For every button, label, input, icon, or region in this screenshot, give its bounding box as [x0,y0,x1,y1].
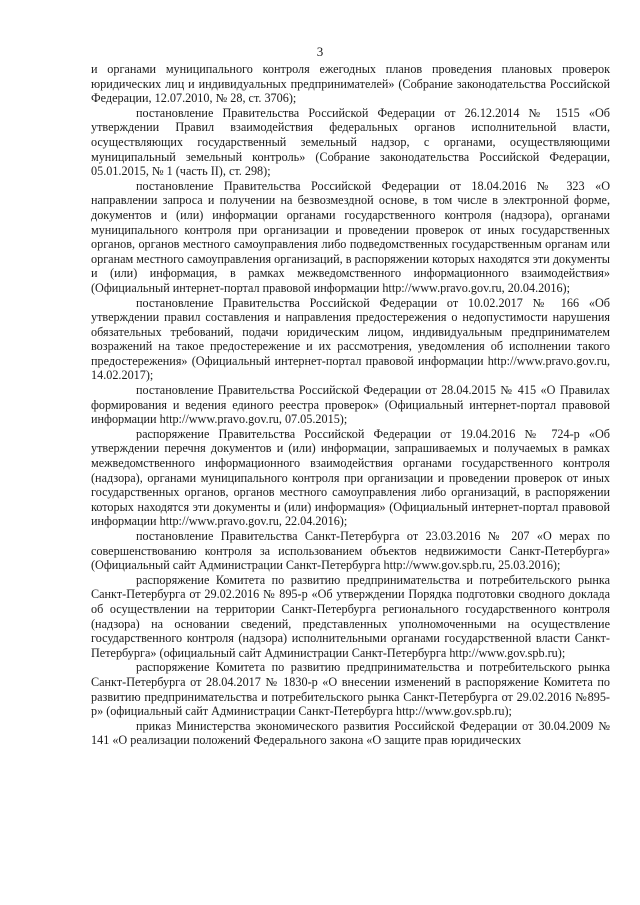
paragraph-order-1830: распоряжение Комитета по развитию предпринимательства и потребительского рынка Санкт-Петербурга от 28.04.2017 № 1830-р «О внесении изменений в распоряжение Комитета по развитию предпринимательства и потребительского рынка Санкт-Петербурга от 29.02.2016 №895-р» (официальный сайт Администрации Санкт-Петербурга http://www.gov.spb.ru); [91,660,610,719]
document-body [91,62,610,748]
paragraph-order-141: приказ Министерства экономического развития Российской Федерации от 30.04.2009 № 141 «О реализации положений Федерального закона «О защите прав юридических [91,718,610,748]
paragraph-decree-323: постановление Правительства Российской Федерации от 18.04.2016 № 323 «О направлении запроса и получении на безвозмездной основе, в том числе в электронной форме, документов и (или) информации органами государственного контроля (надзора), органами муниципального контроля при организации и проведении проверок от иных государственных органов, органов местного самоуправления либо подведомственных государственным органам или органам местного самоуправления организаций, в распоряжении которых находятся эти документы и (или) информация, в рамках межведомственного информационного взаимодействия» (Официальный интернет-портал правовой информации http://www.pravo.gov.ru, 20.04.2016); [91,178,610,295]
paragraph-continuation: и органами муниципального контроля ежегодных планов проведения плановых проверок юридических лиц и индивидуальных предпринимателей» (Собрание законодательства Российской Федерации, 12.07.2010, № 28, ст. 3706); [91,62,610,106]
paragraph-order-895: распоряжение Комитета по развитию предпринимательства и потребительского рынка Санкт-Петербурга от 29.02.2016 № 895-р «Об утверждении Порядка подготовки сводного доклада об осуществлении на территории Санкт-Петербурга регионального государственного контроля (надзора) на основании сведений, представленных уполномоченными на осуществление государственного контроля (надзора) исполнительными органами государственной власти Санкт-Петербурга» (официальный сайт Администрации Санкт-Петербурга http://www.gov.spb.ru); [91,572,610,660]
paragraph-decree-415: постановление Правительства Российской Федерации от 28.04.2015 № 415 «О Правилах формирования и ведения единого реестра проверок» (Официальный интернет-портал правовой информации http://www.pravo.gov.ru, 07.05.2015); [91,383,610,427]
paragraph-decree-166: постановление Правительства Российской Федерации от 10.02.2017 № 166 «Об утверждении правил составления и направления предостережения о недопустимости нарушения обязательных требований, подачи юридическим лицом, индивидуальным предпринимателем возражений на такое предостережение и их рассмотрения, уведомления об исполнении такого предостережения» (Официальный интернет-портал правовой информации http://www.pravo.gov.ru, 14.02.2017); [91,295,610,383]
paragraph-decree-207: постановление Правительства Санкт-Петербурга от 23.03.2016 № 207 «О мерах по совершенствованию контроля за использованием объектов недвижимости Санкт-Петербурга» (Официальный сайт Администрации Санкт-Петербурга http://www.gov.spb.ru, 25.03.2016); [91,529,610,573]
page-number: 3 [316,44,324,59]
paragraph-order-724: распоряжение Правительства Российской Федерации от 19.04.2016 № 724-р «Об утверждении перечня документов и (или) информации, запрашиваемых и получаемых в рамках межведомственного информационного взаимодействия органами государственного контроля (надзора), органами муниципального контроля при организации и проведении проверок от иных государственных органов, органов местного самоуправления либо организаций, в распоряжении которых находятся эти документы и (или) информация» (Официальный интернет-портал правовой информации http://www.pravo.gov.ru, 22.04.2016); [91,426,610,529]
paragraph-decree-1515: постановление Правительства Российской Федерации от 26.12.2014 № 1515 «Об утверждении Правил взаимодействия федеральных органов исполнительной власти, осуществляющих государственный земельный надзор, с органами, осуществляющими муниципальный земельный контроль» (Собрание законодательства Российской Федерации, 05.01.2015, № 1 (часть II), ст. 298); [91,105,610,179]
